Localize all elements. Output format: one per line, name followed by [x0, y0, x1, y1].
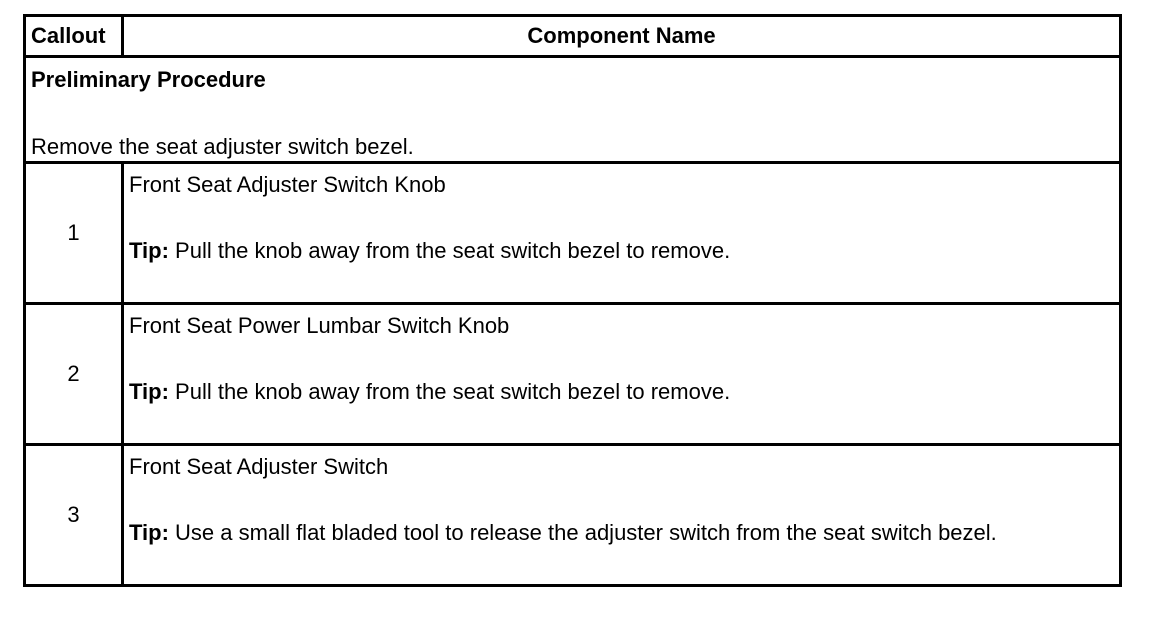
tip-text: Pull the knob away from the seat switch bezel to remove.	[168, 379, 731, 404]
component-tip	[129, 238, 730, 264]
tip-label: Tip:	[129, 520, 169, 545]
callout-number: 3	[25, 445, 123, 586]
callout-column-header: Callout	[25, 16, 123, 57]
tip-label: Tip:	[129, 238, 169, 263]
table-row	[25, 163, 1121, 304]
preliminary-procedure-cell	[25, 57, 1121, 163]
component-name: Front Seat Power Lumbar Switch Knob	[129, 313, 510, 338]
tip-text: Pull the knob away from the seat switch bezel to remove.	[168, 238, 731, 263]
tip-label: Tip:	[129, 379, 169, 404]
component-name-column-header: Component Name	[123, 16, 1121, 57]
component-tip	[129, 520, 997, 546]
table-header-row	[25, 16, 1121, 57]
table-row	[25, 304, 1121, 445]
preliminary-procedure-title: Preliminary Procedure	[31, 67, 266, 92]
callout-number: 2	[25, 304, 123, 445]
component-cell	[123, 445, 1121, 586]
preliminary-procedure-row	[25, 57, 1121, 163]
preliminary-procedure-text: Remove the seat adjuster switch bezel.	[31, 134, 414, 159]
component-cell	[123, 163, 1121, 304]
tip-text: Use a small flat bladed tool to release the adjuster switch from the seat switch bezel.	[168, 520, 997, 545]
component-name: Front Seat Adjuster Switch Knob	[129, 172, 446, 197]
component-table	[23, 14, 1122, 587]
callout-number: 1	[25, 163, 123, 304]
table-row	[25, 445, 1121, 586]
component-cell	[123, 304, 1121, 445]
component-name: Front Seat Adjuster Switch	[129, 454, 389, 479]
component-tip	[129, 379, 730, 405]
